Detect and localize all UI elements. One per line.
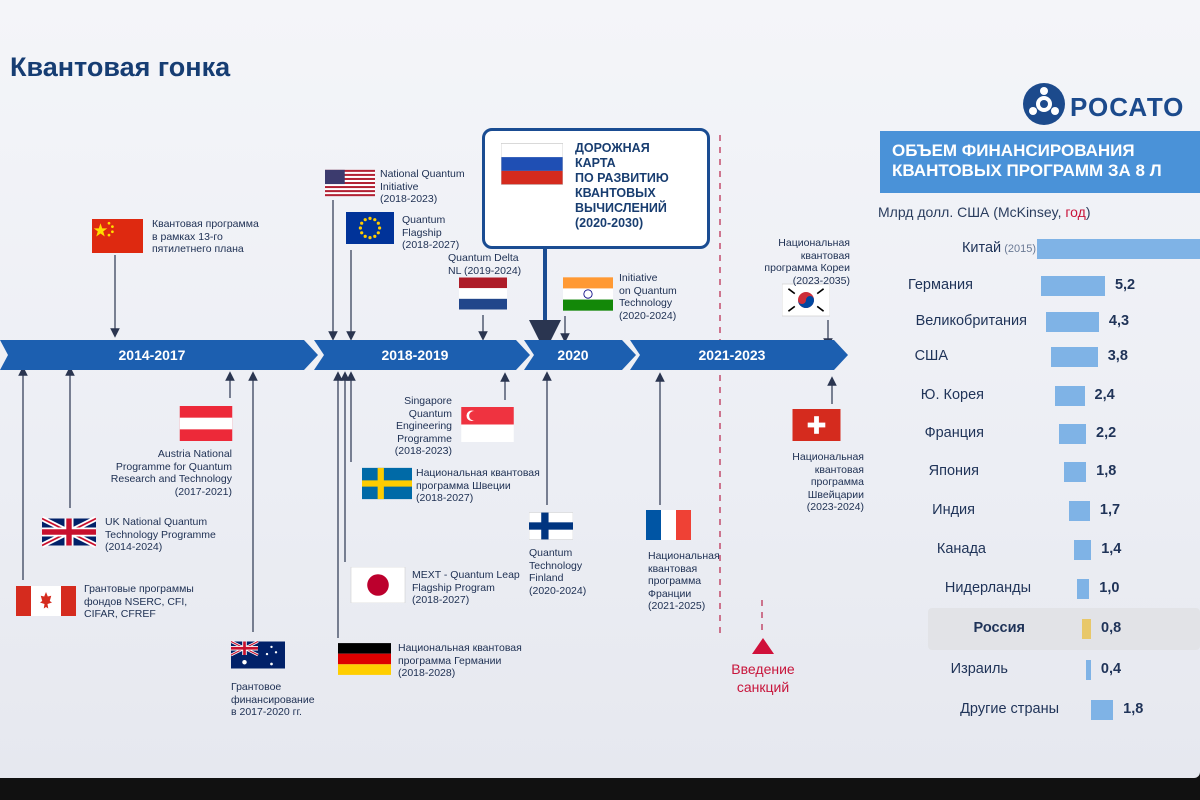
program-label-france: Национальная квантовая программа Франции (2021-2025): [648, 550, 720, 612]
category-name: Нидерланды: [944, 580, 1031, 596]
flag-switzerland-icon: [792, 409, 841, 441]
bar-category-label: [915, 348, 948, 364]
bar-category-label: [974, 620, 1025, 636]
bar-value-label: 3,8: [1107, 348, 1128, 364]
flag-france-icon: [646, 510, 691, 540]
bar-6: [1064, 462, 1086, 482]
bar-12: [1091, 700, 1113, 720]
program-label-australia: Грантовое финансирование в 2017-2020 гг.: [231, 681, 315, 718]
program-label-korea: Национальная квантовая программа Кореи (2023-2035): [764, 237, 850, 287]
flag-sweden-icon: [362, 467, 412, 500]
program-label-netherlands: Quantum Delta NL (2019-2024): [448, 252, 522, 277]
sanctions-label: Введение санкций: [731, 661, 795, 695]
category-name: Германия: [907, 277, 973, 293]
bar-value-label: 0,4: [1100, 661, 1122, 677]
program-label-switzerland: Национальная квантовая программа Швейцарии (2023-2024): [792, 451, 864, 513]
bar-2: [1046, 312, 1099, 332]
bar-category-label: [951, 661, 1008, 677]
timeline-period-2021-2023: [630, 340, 848, 370]
program-label-austria: Austria National Programme for Quantum Research and Technology (2017-2021): [110, 448, 232, 498]
flag-india-icon: [563, 277, 613, 311]
russia-highlight-band: [928, 608, 1200, 650]
program-label-germany: Национальная квантовая программа Германии (2018-2028): [398, 642, 522, 679]
timeline-period-label: 2021-2023: [698, 347, 766, 363]
flag-netherlands-icon: [459, 277, 507, 310]
category-note: (2015): [1001, 243, 1036, 255]
category-name: Япония: [928, 463, 979, 479]
bar-11: [1086, 660, 1091, 680]
category-name: Китай: [961, 240, 1002, 256]
flag-eu-icon: [345, 212, 395, 244]
category-name: Другие страны: [960, 701, 1059, 717]
program-label-india: Initiative on Quantum Technology (2020-2024): [619, 272, 677, 322]
roadmap-box: [482, 128, 710, 249]
program-label-singapore: Singapore Quantum Engineering Programme (2018-2023): [394, 395, 452, 457]
timeline-period-2020: [524, 340, 636, 370]
funding-chart-title: ОБЪЕМ ФИНАНСИРОВАНИЯ КВАНТОВЫХ ПРОГРАММ ЗА 8 Л: [880, 131, 1200, 193]
roadmap-text: ДОРОЖНАЯ КАРТА ПО РАЗВИТИЮ КВАНТОВЫХ ВЫЧИСЛЕНИЙ (2020-2030): [575, 141, 669, 230]
program-label-sweden: Национальная квантовая программа Швеции (2018-2027): [416, 467, 540, 504]
bar-8: [1074, 540, 1091, 560]
program-label-finland: Quantum Technology Finland (2020-2024): [529, 547, 587, 597]
timeline-period-2018-2019: [314, 340, 530, 370]
program-label-usa: National Quantum Initiative (2018-2023): [380, 168, 465, 205]
bar-value-label: 5,2: [1114, 277, 1136, 293]
category-name: Великобритания: [915, 313, 1027, 329]
timeline-period-label: 2014-2017: [118, 347, 186, 363]
bar-category-label: [932, 502, 975, 518]
flag-china-icon: [90, 219, 145, 253]
bar-category-label: [929, 463, 979, 479]
bar-7: [1069, 501, 1090, 521]
units-suffix: ): [1085, 204, 1091, 220]
flag-austria-icon: [179, 406, 233, 441]
category-name: Франция: [924, 425, 984, 441]
bar-value-label: 1,8: [1096, 463, 1117, 479]
sanctions-marker-icon: [752, 638, 774, 654]
flag-russia-icon: [501, 143, 563, 185]
flag-usa-icon: [325, 167, 375, 199]
bar-value-label: 0,8: [1101, 620, 1122, 636]
bar-5: [1059, 424, 1086, 444]
flag-germany-icon: [338, 642, 391, 676]
bar-value-label: 4,3: [1108, 313, 1130, 329]
funding-chart-units: [878, 204, 1091, 220]
flag-japan-icon: [350, 567, 406, 603]
bar-4: [1055, 386, 1085, 406]
program-label-uk: UK National Quantum Technology Programme (2014-2024): [105, 516, 216, 553]
flag-korea-icon: [782, 283, 830, 317]
program-label-japan: MEXT - Quantum Leap Flagship Program (2018-2027): [412, 569, 520, 606]
rosatom-atom-icon: [1022, 82, 1066, 126]
bar-value-label: 1,7: [1099, 502, 1121, 518]
bar-value-label: 1,4: [1101, 541, 1122, 557]
program-label-canada: Грантовые программы фондов NSERC, CFI, CIFAR, CFREF: [84, 583, 194, 620]
bar-value-label: 1,8: [1123, 701, 1144, 717]
program-label-eu: Quantum Flagship (2018-2027): [402, 214, 460, 251]
bar-9: [1077, 579, 1089, 599]
bar-value-label: 2,2: [1096, 425, 1117, 441]
bar-0: [1037, 239, 1200, 259]
bar-category-label: [925, 425, 984, 441]
slide-title: Квантовая гонка: [10, 52, 231, 82]
bar-category-label: [960, 701, 1059, 717]
category-name: США: [914, 348, 948, 364]
bar-category-label: [916, 313, 1027, 329]
bar-value-label: 1,0: [1099, 580, 1120, 596]
bar-value-label: 2,4: [1094, 387, 1115, 403]
category-name: Ю. Корея: [920, 387, 984, 403]
category-name: Канада: [936, 541, 986, 557]
flag-singapore-icon: [461, 407, 514, 442]
bar-category-label: [962, 240, 1036, 256]
bar-category-label: [921, 387, 984, 403]
bar-10: [1082, 619, 1091, 639]
bar-category-label: [945, 580, 1031, 596]
bar-1: [1041, 276, 1105, 296]
units-prefix: Млрд долл. США (McKinsey,: [878, 204, 1066, 220]
flag-australia-icon: [231, 637, 285, 673]
category-name: Россия: [973, 620, 1025, 636]
bar-category-label: [908, 277, 973, 293]
flag-canada-icon: [16, 584, 76, 618]
program-label-china: Квантовая программа в рамках 13-го пятилетнего плана: [152, 218, 259, 255]
flag-uk-icon: [42, 514, 96, 550]
flag-finland-icon: [529, 510, 573, 542]
bar-category-label: [937, 541, 986, 557]
bar-3: [1051, 347, 1098, 367]
timeline-period-label: 2020: [557, 347, 589, 363]
timeline-period-2014-2017: [0, 340, 318, 370]
units-highlight: год: [1065, 204, 1086, 220]
category-name: Израиль: [950, 661, 1008, 677]
logo-text: РОСАТО: [1070, 92, 1185, 122]
category-name: Индия: [932, 502, 975, 518]
timeline-period-label: 2018-2019: [381, 347, 449, 363]
